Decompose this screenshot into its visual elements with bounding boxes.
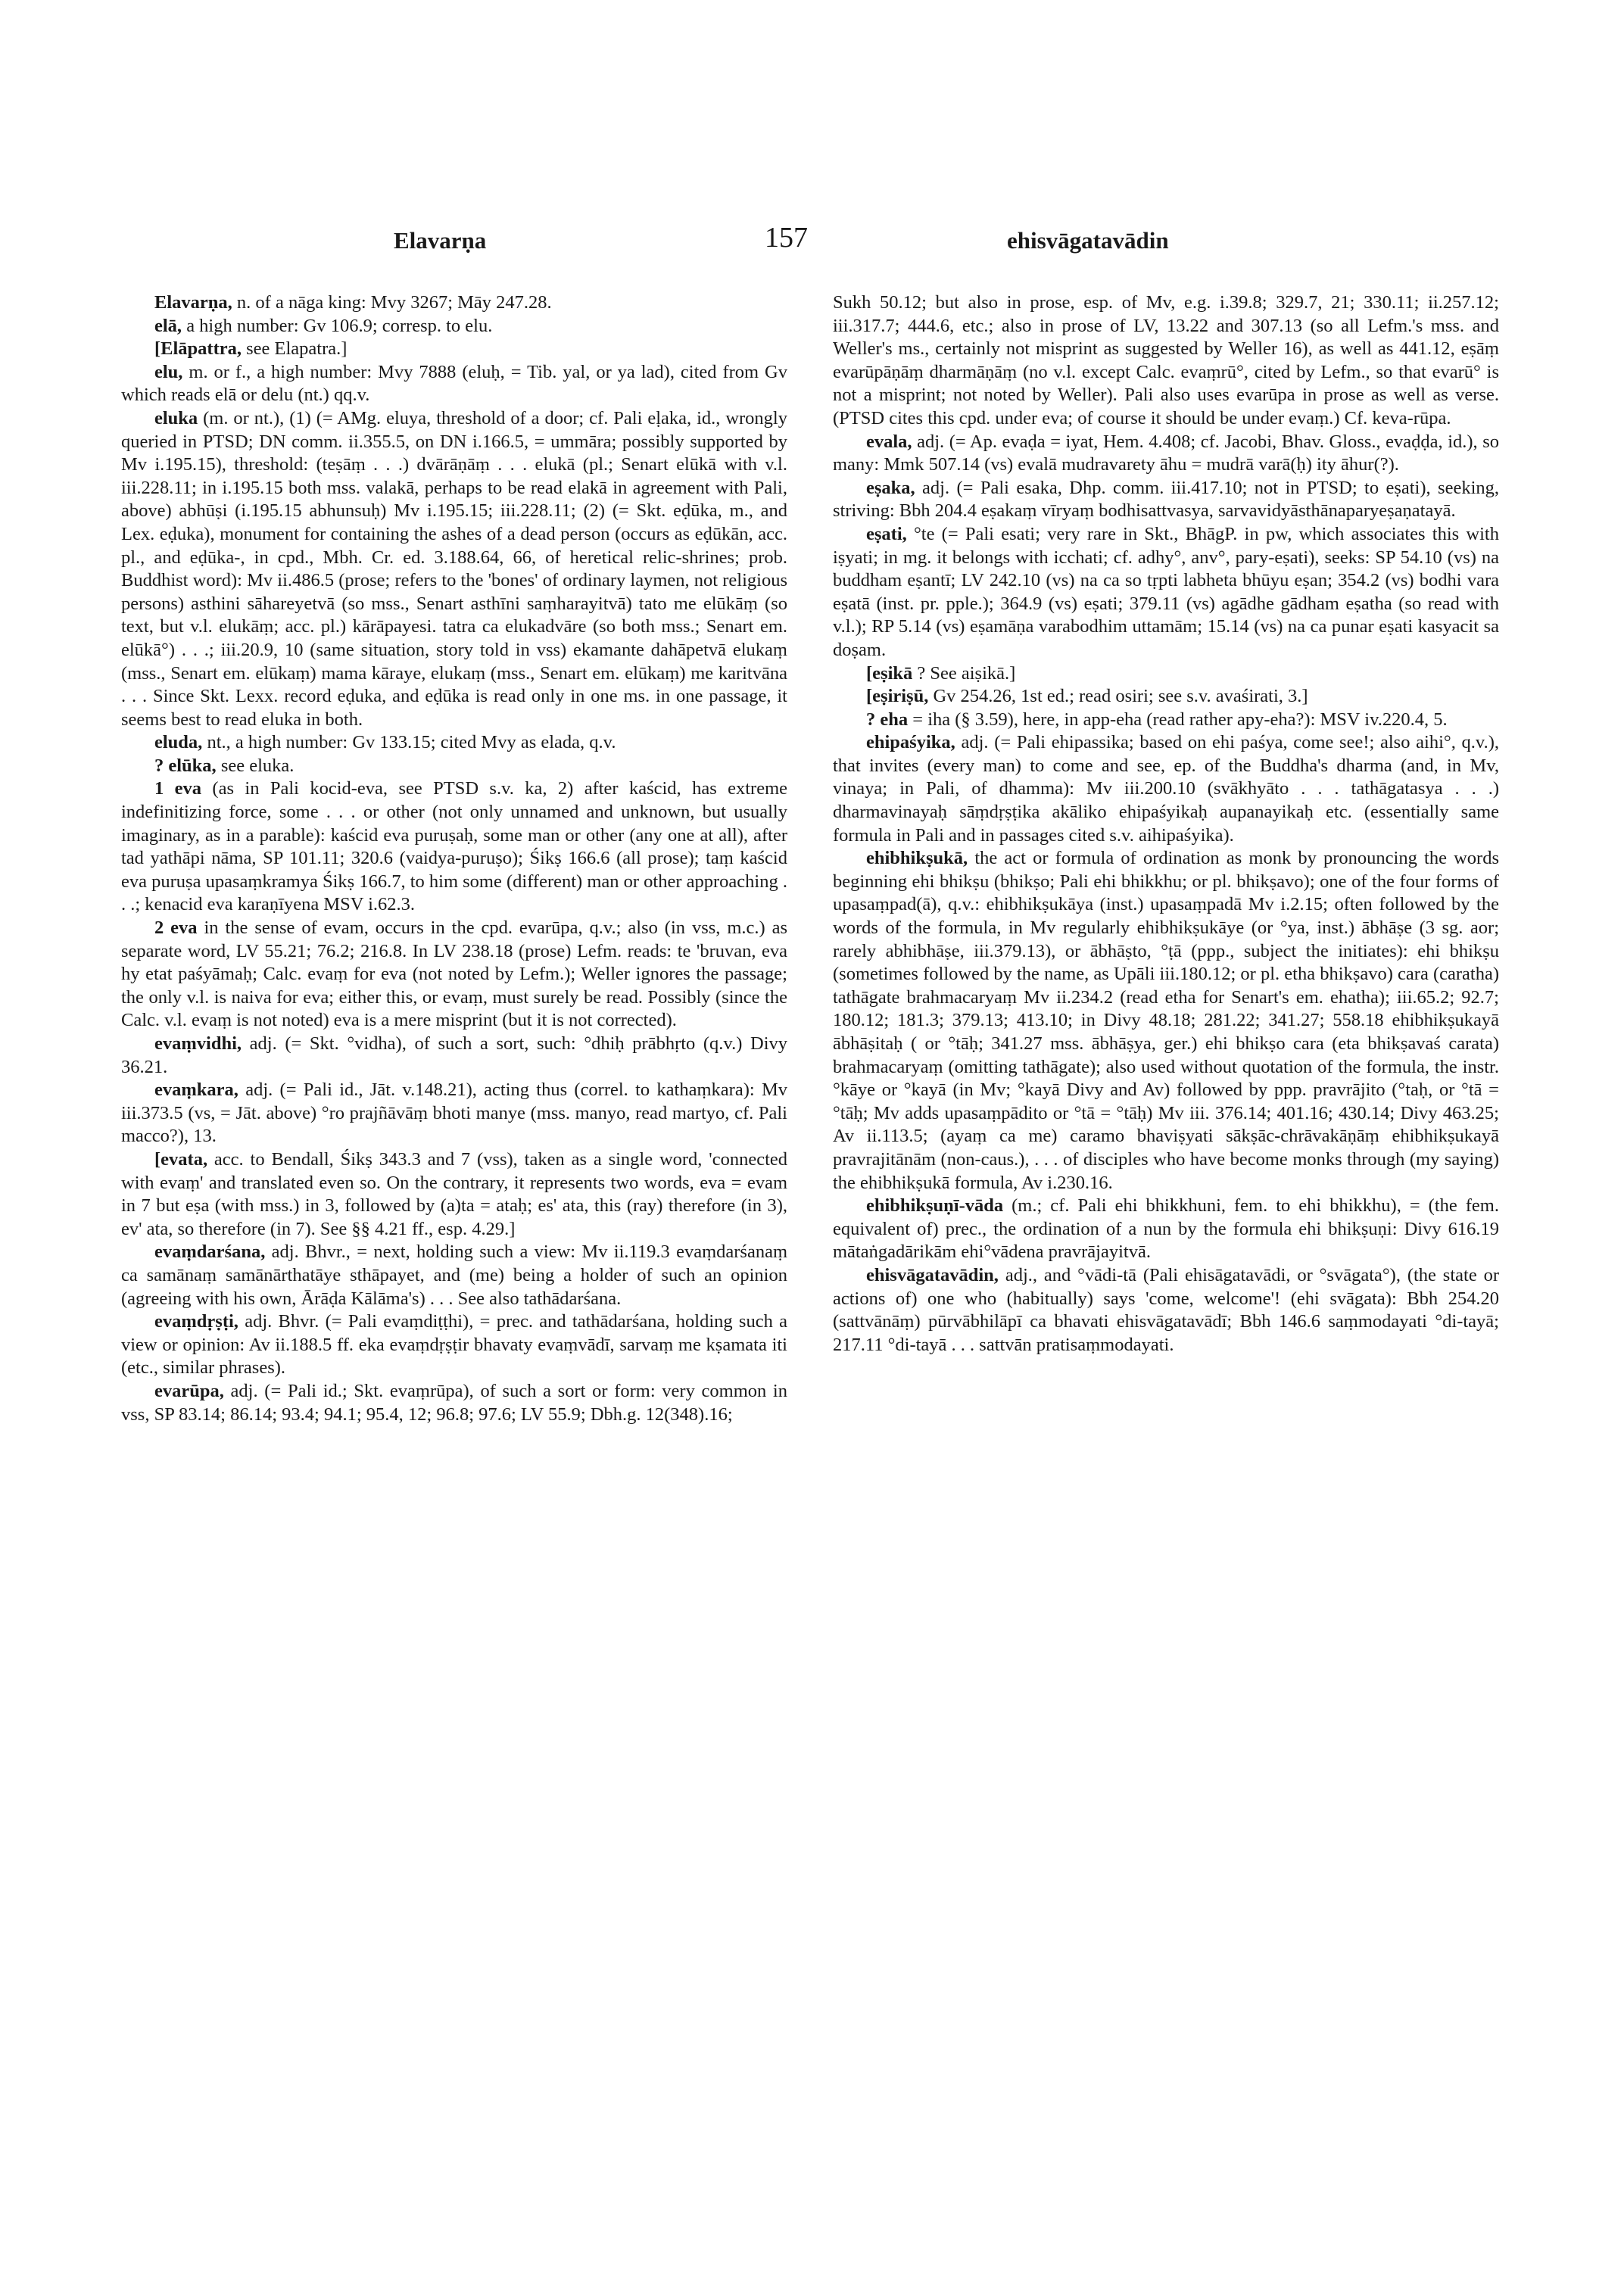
- entry-text: n. of a nāga king: Mvy 3267; Māy 247.28.: [232, 292, 552, 313]
- entry-headword: ehibhikṣukā,: [866, 848, 968, 869]
- entry-headword: [eṣiriṣū,: [866, 686, 929, 707]
- dictionary-entry: [121, 1241, 787, 1310]
- entry-headword: elā,: [154, 315, 182, 336]
- entry-headword: [evata,: [154, 1148, 208, 1170]
- entry-headword: 1 eva: [154, 778, 202, 799]
- entry-text: adj. (= Pali esaka, Dhp. comm. iii.417.10; not in PTSD; to eṣati), seeking, striving: Bbh 204.4 eṣakaṃ vīryaṃ bodhisattvasya, sarvavidyāsthānaparyeṣaṇatayā.: [833, 477, 1499, 522]
- left-column: [121, 291, 787, 1426]
- entry-text: (m. or nt.), (1) (= AMg. eluya, threshold of a door; cf. Pali eḷaka, id., wrongly queried in PTSD; DN comm. ii.355.5, on DN i.166.5, = ummāra; possibly supported by Mv i.195.15), threshold: (teṣāṃ . . .) dvārāṇāṃ . . . elukā (pl.; Senart elūkā with v.l. iii.228.11; in i.195.15 both mss. valakā, perhaps to be read elakā in agreement with Pali, above) abhūṣi (i.195.15 abhunsuḥ) Mv i.195.15; iii.228.11; (2) (= Skt. eḍūka, m., and Lex. eḍuka), monument for containing the ashes of a dead person (occurs as eḍūkān, acc. pl., and eḍūka-, in cpd., Mbh. Cr. ed. 3.188.64, 66, of heretical relic-shrines; prob. Buddhist word): Mv ii.486.5 (prose; refers to the 'bones' of ordinary laymen, not religious persons) asthini sāhareyetvā (so mss., Senart asthīni saṃharayitvā) tato me elūkāṃ (so text, but v.l. elukāṃ; acc. pl.) kārāpayesi. tatra ca elukadvāre (so both mss.; Senart em. elūkā°) . . .; iii.20.9, 10 (same situation, story told in vss) ekamante dahāpetvā elukaṃ (mss., Senart em. elūkaṃ) mama kāraye, elukaṃ (mss., Senart em. elūkaṃ) me karitvāna . . . Since Skt. Lexx. record eḍuka, and eḍūka is read only in one ms. in one passage, it seems best to read eluka in both.: [121, 407, 787, 730]
- entry-text: adj. (= Skt. °vidha), of such a sort, such: °dhiḥ prābhṛto (q.v.) Divy 36.21.: [121, 1033, 787, 1077]
- entry-headword: ehisvāgatavādin,: [866, 1264, 999, 1285]
- entry-text: nt., a high number: Gv 133.15; cited Mvy as elada, q.v.: [202, 732, 616, 753]
- dictionary-entry: [121, 1148, 787, 1241]
- entry-text: in the sense of evam, occurs in the cpd. evarūpa, q.v.; also (in vss, m.c.) as separate word, LV 55.21; 76.2; 216.8. In LV 238.18 (prose) Lefm. reads: te 'bruvan, eva hy etat paśyāmaḥ; Calc. evaṃ for eva (not noted by Lefm.); Weller ignores the passage; the only v.l. is naiva for eva; either this, or evaṃ, must surely be read. Possibly (since the Calc. v.l. evaṃ is not noted) eva is a mere misprint (but it is not corrected).: [121, 918, 787, 1031]
- dictionary-entry: [121, 315, 787, 338]
- entry-headword: [eṣikā: [866, 662, 913, 684]
- dictionary-entry: [121, 777, 787, 917]
- dictionary-entry: [121, 338, 787, 361]
- entry-text: ? See aiṣikā.]: [912, 662, 1016, 684]
- dictionary-entry: [833, 709, 1499, 732]
- entry-text: °te (= Pali esati; very rare in Skt., BhāgP. in pw, which associates this with iṣyati; in mg. it belongs with icchati; cf. adhy°, anv°, pary-eṣati), seeks: SP 54.10 (vs) na buddham eṣantī; LV 242.10 (vs) na ca so tṛpti labheta bhūyu eṣan; 354.2 (vs) bodhi vara eṣatā (inst. pr. pple.); 364.9 (vs) eṣati; 379.11 (vs) agādhe gādham eṣatha (so read with v.l.); RP 5.14 (vs) eṣamāṇa varabodhim uttamām; 15.14 (vs) na ca punar eṣati kasyacit sa doṣam.: [833, 523, 1499, 660]
- entry-headword: eluda,: [154, 732, 203, 753]
- entry-headword: ehibhikṣuṇī-vāda: [866, 1195, 1004, 1217]
- dictionary-entry: [833, 431, 1499, 477]
- right-column: [833, 291, 1499, 1357]
- entry-text: see eluka.: [216, 755, 295, 776]
- entry-headword: evaṃkara,: [154, 1080, 238, 1101]
- entry-text: (as in Pali kocid-eva, see PTSD s.v. ka, 2) after kaścid, has extreme indefinitizing force, some . . . or other (not only unnamed and unknown, but usually imaginary, as in a parable): kaścid eva puruṣaḥ, some man or other (any one at all), after tad yathāpi nāma, SP 101.11; 320.6 (vaidya-puruṣo); Śikṣ 166.6 (all prose); taṃ kaścid eva puruṣa upasaṃkramya Śikṣ 166.7, to him some (different) man or other approaching . . .; kenacid eva karaṇīyena MSV i.62.3.: [121, 778, 788, 915]
- entry-headword: elu,: [154, 361, 183, 382]
- entry-text: see Elapatra.]: [242, 338, 348, 360]
- dictionary-entry: [121, 1310, 787, 1380]
- left-guide-word: Elavarṇa: [394, 227, 487, 254]
- entry-headword: evaṃdṛṣṭi,: [154, 1311, 238, 1332]
- entry-text: adj., and °vādi-tā (Pali ehisāgatavādi, or °svāgata°), (the state or actions of) one who (habitually) says 'come, welcome'! (ehi svāgata): Bbh 254.20 (sattvānāṃ) pūrvābhilāpī ca bhavati ehisvāgatavādī; Bbh 146.6 saṃmodayati °di-tayā; 217.11 °di-tayā . . . sattvān pratisaṃmodayati.: [833, 1264, 1499, 1355]
- dictionary-entry: [121, 917, 787, 1033]
- entry-headword: [Elāpattra,: [154, 338, 242, 360]
- entry-headword: ehipaśyika,: [866, 732, 955, 753]
- dictionary-entry: [121, 291, 787, 315]
- entry-headword: evaṃvidhi,: [154, 1033, 242, 1054]
- entry-text: adj. (= Ap. evaḍa = iyat, Hem. 4.408; cf. Jacobi, Bhav. Gloss., evaḍḍa, id.), so many: Mmk 507.14 (vs) evalā mudravarety āhu = mudrā varā(ḥ) ity āhur(?).: [833, 431, 1499, 475]
- entry-headword: 2 eva: [154, 918, 198, 939]
- entry-text: Gv 254.26, 1st ed.; read osiri; see s.v. avaśirati, 3.]: [928, 686, 1308, 707]
- dictionary-entry: [833, 477, 1499, 523]
- dictionary-entry: [121, 755, 787, 778]
- dictionary-entry: [833, 1264, 1499, 1357]
- dictionary-entry: [833, 662, 1499, 686]
- entry-text: adj. Bhvr. (= Pali evaṃdiṭṭhi), = prec. and tathādarśana, holding such a view or opinion: Av ii.188.5 ff. eka evaṃdṛṣṭir bhavaty evaṃvādī, sarvaṃ me kṣamata iti (etc., similar phrases).: [121, 1311, 787, 1379]
- dictionary-entry: [121, 361, 787, 407]
- entry-text: a high number: Gv 106.9; corresp. to elu.: [182, 315, 493, 336]
- dictionary-entry: [833, 685, 1499, 709]
- entry-text: adj. Bhvr., = next, holding such a view: Mv ii.119.3 evaṃdarśanaṃ ca samānaṃ samānārthatāye sthāpayet, and (me) being a holder of such an opinion (agreeing with his own, Ārāḍa Kālāma's) . . . See also tathādarśana.: [121, 1242, 787, 1309]
- entry-headword: evala,: [866, 431, 912, 452]
- dictionary-entry: [833, 291, 1499, 431]
- entry-text: acc. to Bendall, Śikṣ 343.3 and 7 (vss), taken as a single word, 'connected with evaṃ' and translated even so. On the contrary, it represents two words, eva = evam in 7 but eṣa (with mss.) in 3, followed by (a)ta = ataḥ; es' ata, this (ray) therefore (in 3), ev' ata, so therefore (in 7). See §§ 4.21 ff., esp. 4.29.]: [121, 1148, 787, 1239]
- dictionary-entry: [121, 731, 787, 755]
- entry-text: adj. (= Pali ehipassika; based on ehi paśya, come see!; also aihi°, q.v.), that invites (every man) to come and see, ep. of the Buddha's dharma (and, in Mv, vinaya; in Pali, of dhamma): Mv iii.200.10 (svākhyāto . . . tathāgatasya . . .) dharmavinayaḥ sāṃdṛṣṭika akāliko ehipaśyikaḥ aupanayikaḥ etc. (essentially same formula in Pali and in passages cited s.v. aihipaśyika).: [833, 732, 1499, 846]
- dictionary-entry: [121, 407, 787, 731]
- entry-headword: ? elūka,: [154, 755, 217, 776]
- entry-text: = iha (§ 3.59), here, in app-eha (read rather apy-eha?): MSV iv.220.4, 5.: [908, 709, 1448, 730]
- entry-headword: ? eha: [866, 709, 909, 730]
- entry-text: adj. (= Pali id.; Skt. evaṃrūpa), of such a sort or form: very common in vss, SP 83.14; 86.14; 93.4; 94.1; 95.4, 12; 96.8; 97.6; LV 55.9; Dbh.g. 12(348).16;: [121, 1380, 787, 1425]
- entry-headword: Elavarṇa,: [154, 292, 232, 313]
- entry-text: the act or formula of ordination as monk by pronouncing the words beginning ehi bhikṣu (bhikṣo; Pali ehi bhikkhu; or pl. bhikṣavo); one of the four forms of upasaṃpad(ā), q.v.: ehibhikṣukāya (inst.) upasaṃpadā Mv i.2.15; often followed by the words of the formula, in Mv regularly ehibhikṣukāye (or °ya, inst.) ābhāṣe (3 sg. aor; rarely abhibhāṣe, iii.379.13), or ābhāṣto, °ṭā (ppp., subject the initiates): ehi bhikṣu (sometimes followed by the name, as Upāli iii.180.12; or pl. etha bhikṣavo) cara (caratha) tathāgate brahmacaryaṃ Mv ii.234.2 (read etha for Senart's em. ehatha); iii.65.2; 92.7; 180.12; 181.3; 379.13; 413.10; in Divy 48.18; 281.22; 341.27; 558.18 ehibhikṣukayā ābhāṣitaḥ ( or °tāḥ; 341.27 mss. ābhāṣya, ger.) ehi bhikṣo cara (eta bhikṣavaś carata) brahmacaryaṃ (omitting tathāgate); also used without quotation of the formula, the instr. °kāye or °kayā (in Mv; °kayā Divy and Av) followed by ppp. pravrājito (°taḥ, or °tā = °tāḥ; Mv adds upasaṃpādito or °tā = °tāḥ) Mv iii. 376.14; 401.16; 430.14; Divy 463.25; Av ii.113.5; (ayaṃ ca me) caramo bhaviṣyati sākṣāc-chrāvakāṇāṃ ehibhikṣukayā pravrajitānām (non-caus.), . . . of disciples who have become monks through (my saying) the ehibhikṣukā formula, Av i.230.16.: [833, 848, 1499, 1193]
- entry-text: m. or f., a high number: Mvy 7888 (eluḥ, = Tib. yal, or ya lad), cited from Gv which reads elā or delu (nt.) qq.v.: [121, 361, 787, 406]
- entry-headword: eṣaka,: [866, 477, 915, 498]
- entry-text: adj. (= Pali id., Jāt. v.148.21), acting thus (correl. to kathaṃkara): Mv iii.373.5 (vs, = Jāt. above) °ro prajñāvāṃ bhoti manye (mss. manyo, read martyo, cf. Pali macco?), 13.: [121, 1080, 787, 1147]
- dictionary-entry: [833, 1195, 1499, 1264]
- entry-headword: evaṃdarśana,: [154, 1242, 266, 1263]
- dictionary-entry: [833, 731, 1499, 847]
- entry-text: Sukh 50.12; but also in prose, esp. of Mv, e.g. i.39.8; 329.7, 21; 330.11; ii.257.12; iii.317.7; 444.6, etc.; also in prose of LV, 13.22 and 307.13 (so all Lefm.'s mss. and Weller's ms., certainly not misprint as suggested by Weller 16), as well as 441.12, eṣāṃ evarūpāṇāṃ dharmāṇāṃ (no v.l. except Calc. evaṃrū°, cited by Lefm., so that evarū° is not a misprint; not noted by Weller). Pali also uses evarūpa in prose as well as verse. (PTSD cites this cpd. under eva; of course it should be under evaṃ.) Cf. keva-rūpa.: [833, 292, 1499, 428]
- dictionary-entry: [121, 1079, 787, 1148]
- dictionary-entry: [833, 847, 1499, 1195]
- entry-headword: eluka: [154, 407, 198, 428]
- entry-headword: eṣati,: [866, 523, 907, 544]
- page-number: 157: [765, 222, 808, 254]
- right-guide-word: ehisvāgatavādin: [1007, 227, 1169, 254]
- dictionary-entry: [121, 1380, 787, 1426]
- dictionary-entry: [833, 523, 1499, 662]
- entry-headword: evarūpa,: [154, 1380, 224, 1401]
- page-header: [0, 222, 1624, 265]
- entry-text: (m.; cf. Pali ehi bhikkhuni, fem. to ehi bhikkhu), = (the fem. equivalent of) prec., the ordination of a nun by the formula ehi bhikṣuṇi: Divy 616.19 mātaṅgadārikām ehi°vādena pravrājayitvā.: [833, 1195, 1499, 1263]
- dictionary-entry: [121, 1033, 787, 1079]
